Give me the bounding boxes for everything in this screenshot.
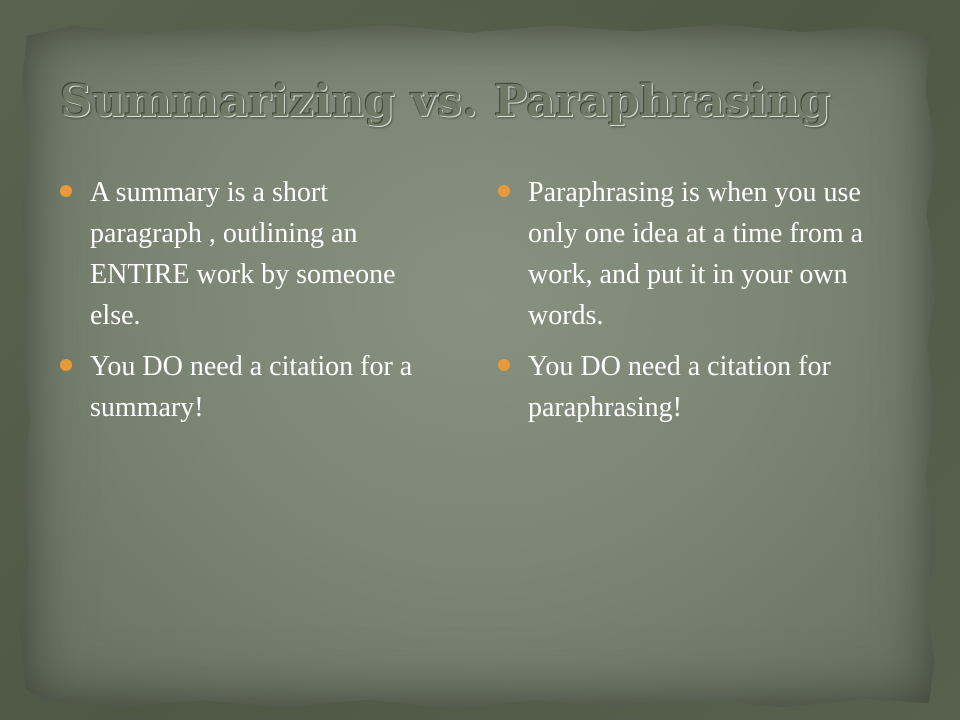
bullet-text: You DO need a citation for paraphrasing!: [528, 351, 831, 423]
left-column: [60, 172, 445, 438]
bullet-item: [60, 346, 445, 428]
bullet-list: [60, 172, 445, 428]
bullet-item: [60, 172, 445, 336]
right-column: [498, 172, 898, 438]
bullet-dot-icon: [498, 185, 510, 197]
bullet-text: A summary is a short paragraph , outlining an ENTIRE work by someone else.: [90, 177, 396, 331]
bullet-item: [498, 346, 898, 428]
bullet-list: [498, 172, 898, 428]
bullet-dot-icon: [498, 359, 510, 371]
bullet-text: You DO need a citation for a summary!: [90, 351, 413, 423]
bullet-text: Paraphrasing is when you use only one idea at a time from a work, and put it in your own words.: [528, 177, 864, 331]
slide-title: Summarizing vs. Paraphrasing: [60, 76, 831, 127]
bullet-dot-icon: [60, 185, 72, 197]
bullet-dot-icon: [60, 359, 72, 371]
bullet-item: [498, 172, 898, 336]
